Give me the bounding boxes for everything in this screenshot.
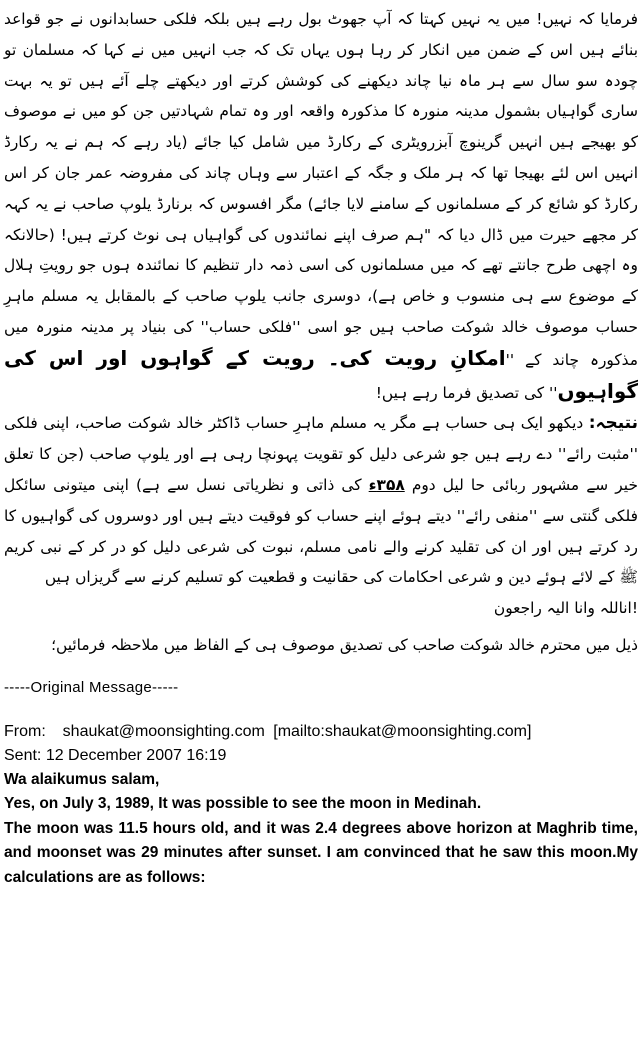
urdu-para1-end: '' کی تصدیق فرما رہے ہیں! bbox=[375, 383, 558, 402]
urdu-paragraph-1 bbox=[4, 4, 638, 408]
urdu-para2-text-b: کی ذاتی و نظریاتی نسل سے ہے) اپنی میتونی سائکل فلکی گنتی سے ''منفی رائے'' دیتے ہوئے اپنے حساب کو فوقیت دیتے ہیں اور دوسروں کی گواہیوں کا رد کرتے ہیں اور ان کی تقلید کرنے والے نامی مسلم، نبوت کی شرعی دلیل کو در کر کے نبی کریم ﷺ کے لائے ہوئے دین و شرعی احکامات کی حقانیت و قطعیت کو تسلیم کرنے سے گریزاں ہیں bbox=[4, 475, 638, 587]
sent-label: Sent: bbox=[4, 746, 42, 764]
urdu-closing-line: !اناللہ وانا الیہ راجعون bbox=[493, 599, 638, 618]
email-greeting: Wa alaikumus salam, bbox=[4, 770, 160, 788]
email-body-line-1: Yes, on July 3, 1989, It was possible to see the moon in Medinah. bbox=[4, 795, 482, 813]
from-value: shaukat@moonsighting.com [mailto:shaukat@moonsighting.com] bbox=[62, 722, 532, 740]
urdu-para1-bold: امکانِ رویت کی۔ رویت کے گواہوں اور اس کی گواہیوں bbox=[4, 345, 638, 403]
from-label: From: bbox=[4, 722, 46, 740]
email-from-line bbox=[4, 720, 638, 744]
urdu-conclusion-heading: نتیجہ: bbox=[588, 413, 638, 434]
urdu-paragraph-3: ذیل میں محترم خالد شوکت صاحب کی تصدیق موصوف ہی کے الفاظ میں ملاحظہ فرمائیں؛ bbox=[51, 635, 638, 654]
urdu-para2-text-a: دیکھو ایک ہی حساب ہے مگر یہ مسلم ماہرِ حساب ڈاکٹر خالد شوکت صاحب، اپنی فلکی ''مثبت رائے'' دے رہے ہیں جو شرعی دلیل کو تقویت پہونچا رہی ہے اور یلوپ صاحب (جن کا تعلق خیر سے مشہور ربائی حا لیل دوم bbox=[4, 414, 638, 494]
urdu-para1-text: فرمایا کہ نہیں! میں یہ نہیں کہتا کہ آپ جھوٹ بول رہے ہیں بلکہ فلکی حسابدانوں نے جو قواعد بنائے ہیں اس کے ضمن میں انکار کر رہا ہوں یہاں تک کہ جب انہیں میں نے کہا کہ مسلمان تو چودہ سو سال سے ہر ماہ نیا چاند دیکھنے کی کوشش کرتے اور دیکھتے چلے آئے ہیں تو یہ بہت ساری گواہیاں بشمول مدینہ منورہ کا مذکورہ واقعہ اور وہ تمام شہادتیں جن کو میں نے موصوف کو بھیجے ہیں انہیں گرینوچ آبزرویٹری کے رکارڈ میں شامل کیا جائے (یاد رہے کہ ہم نے یہ رکارڈ انہیں اس لئے بھیجا تھا کہ ہر ملک و جگہ کے اعتبار سے وہاں چاند کی مفروضہ عمر جان کر اس رکارڈ کو شائع کر کے مسلمانوں کے سامنے لایا جائے) مگر افسوس کہ برنارڈ یلوپ صاحب نے یہ کہہ کر مجھے حیرت میں ڈال دیا کہ "ہم صرف اپنے نمائندوں کی گواہیاں ہی نوٹ کرتے ہیں! (حالانکہ وہ اچھی طرح جانتے تھے کہ میں مسلمانوں کی اسی ذمہ دار تنظیم کا نمائندہ ہوں جو رویتِ ہلال کے موضوع سے ہی منسوب و خاص ہے)، دوسری جانب یلوپ صاحب کے بالمقابل یہ مسلم ماہرِ حساب موصوف خالد شوکت صاحب ہیں جو اسی ''فلکی حساب'' کی بنیاد پر مدینہ منورہ میں مذکورہ چاند کے '' bbox=[4, 10, 639, 369]
original-message-separator: -----Original Message----- bbox=[4, 678, 179, 696]
sent-value: 12 December 2007 16:19 bbox=[45, 746, 227, 764]
urdu-paragraph-2 bbox=[4, 408, 638, 593]
urdu-year-number: ۳۵۸ء bbox=[368, 475, 405, 494]
email-sent-line bbox=[4, 744, 638, 768]
email-body-line-2: The moon was 11.5 hours old, and it was 2.4 degrees above horizon at Maghrib time, and moonset was 29 minutes after sunset. I am convinced that he saw this moon.My calculations are as follows: bbox=[4, 819, 638, 886]
